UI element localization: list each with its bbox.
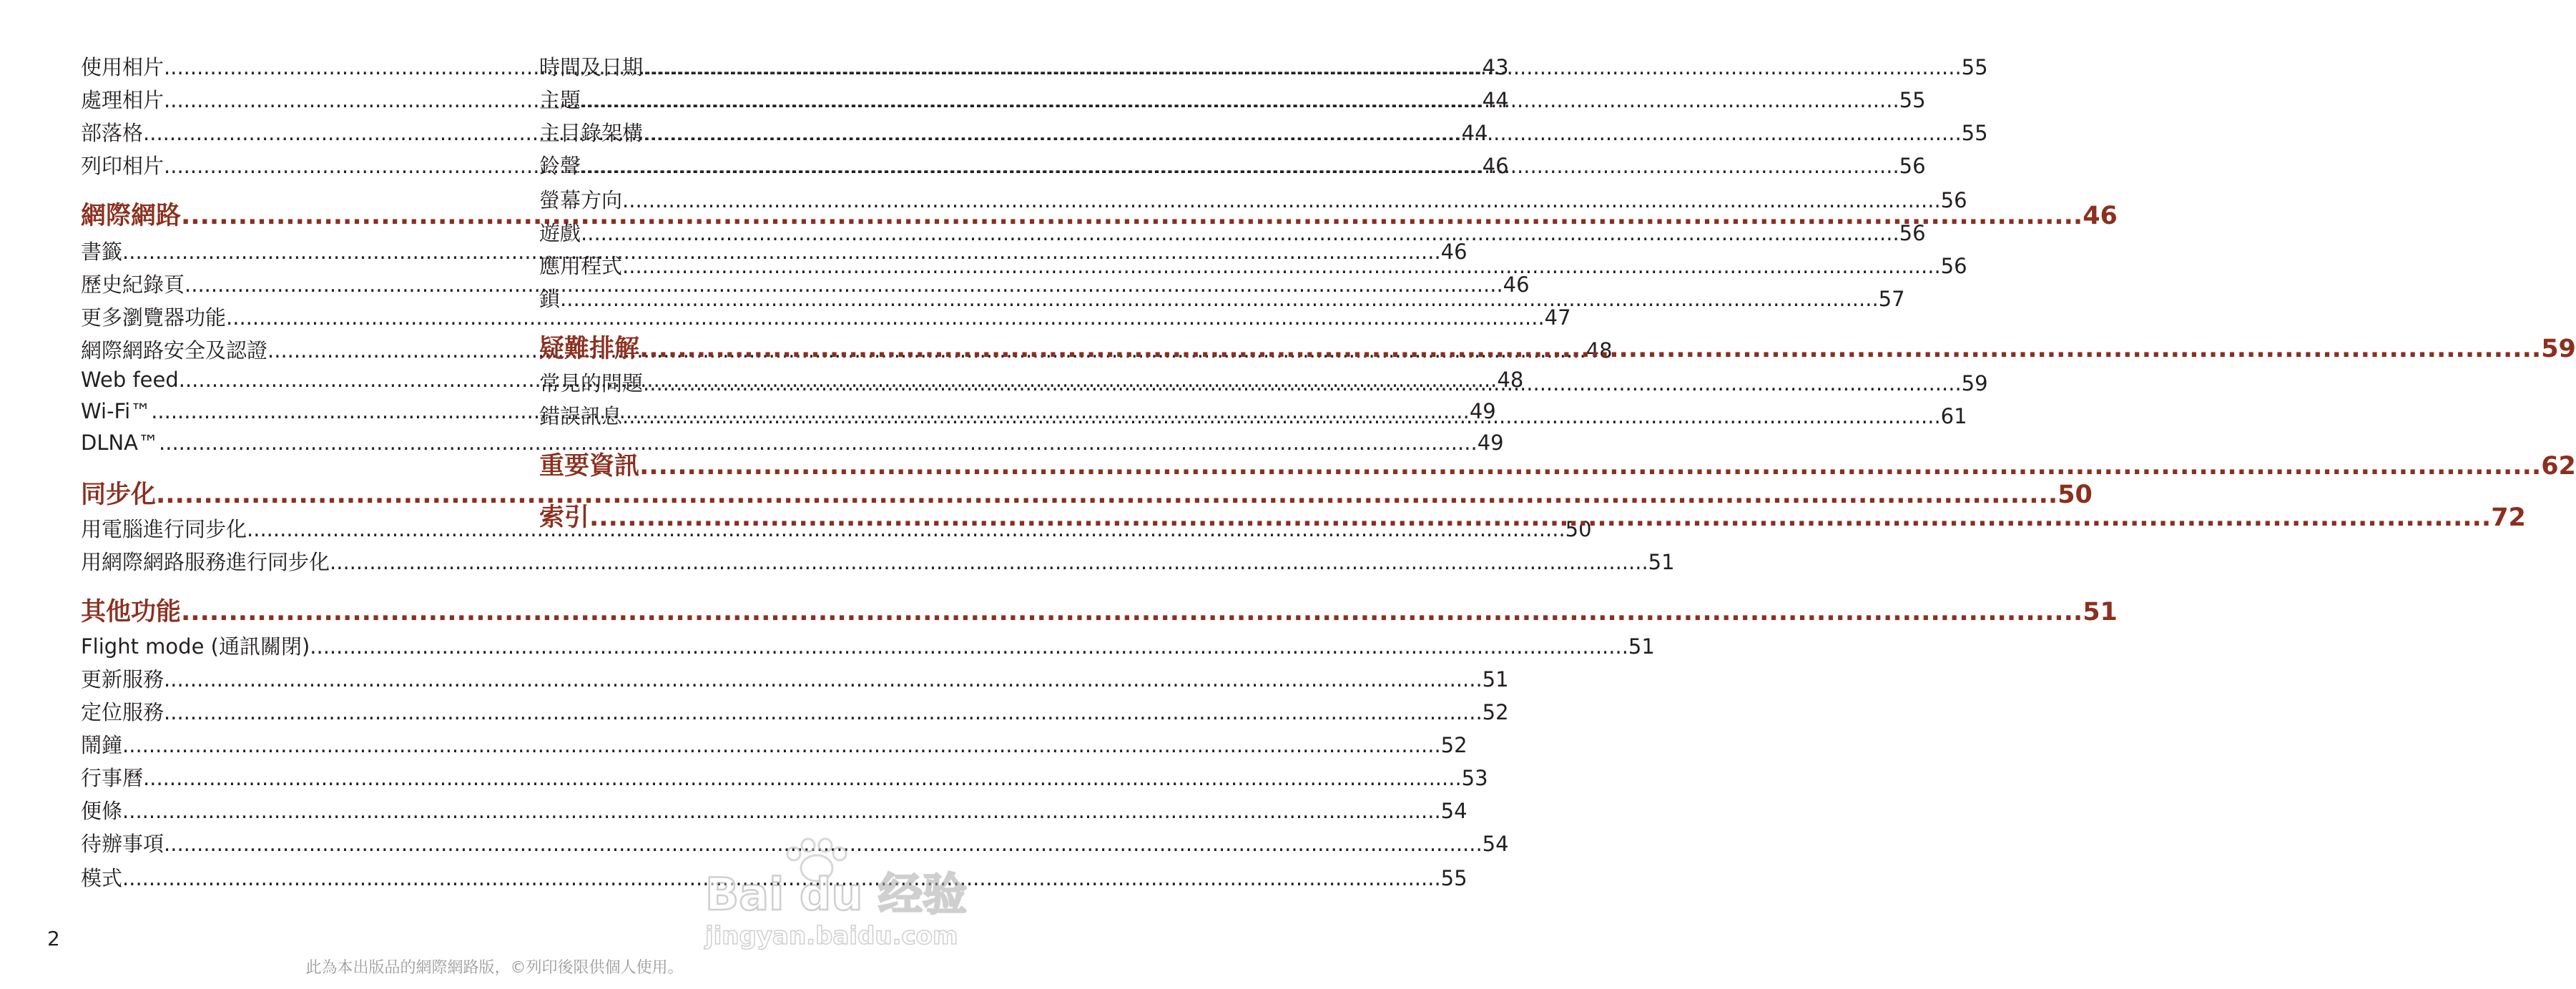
toc-entry — [539, 217, 1926, 246]
toc-entry-page: 44 — [1461, 121, 1488, 145]
dot-leader — [164, 700, 1483, 724]
toc-entry-page: 46 — [2083, 202, 2118, 230]
toc-entry — [81, 795, 1468, 824]
dot-leader — [330, 550, 1648, 574]
watermark-url-text: jingyan.baidu.com — [705, 922, 958, 950]
toc-entry-page: 54 — [1482, 832, 1509, 856]
dot-leader — [143, 766, 1462, 790]
toc-entry-page: 55 — [1899, 88, 1926, 112]
toc-entry-page: 56 — [1940, 188, 1967, 212]
toc-entry-page: 57 — [1878, 287, 1905, 311]
toc-entry-title: 重要資訊 — [539, 452, 640, 481]
toc-entry-title: 索引 — [539, 503, 590, 532]
toc-section-entry — [81, 592, 2118, 626]
toc-entry-title: 更新服務 — [81, 667, 164, 692]
toc-entry-title: 同步化 — [81, 481, 157, 509]
toc-entry-title: 主題 — [539, 88, 581, 112]
toc-entry-page: 52 — [1440, 733, 1468, 757]
toc-entry-title: 部落格 — [81, 121, 144, 145]
toc-entry-page: 72 — [2491, 503, 2526, 532]
toc-entry-title: 待辦事項 — [81, 832, 164, 856]
toc-entry-page: 49 — [1469, 399, 1496, 423]
dot-leader — [643, 121, 1962, 145]
toc-entry — [81, 631, 1655, 659]
dot-leader — [589, 503, 2491, 532]
toc-entry-page: 50 — [2058, 481, 2093, 509]
toc-entry-title: 更多瀏覽器功能 — [81, 305, 227, 330]
dot-leader — [622, 254, 1941, 278]
toc-entry-title: 處理相片 — [81, 88, 164, 112]
toc-entry-title: Flight mode (通訊關閉) — [81, 634, 310, 659]
toc-entry-page: 48 — [1586, 338, 1613, 363]
toc-entry — [81, 862, 1468, 891]
toc-entry-page: 48 — [1497, 368, 1524, 392]
toc-entry-title: 用網際網路服務進行同步化 — [81, 550, 330, 574]
dot-leader — [164, 667, 1483, 692]
toc-entry — [81, 828, 1509, 857]
dot-leader — [643, 371, 1962, 395]
toc-entry-title: 鎖 — [539, 287, 561, 311]
toc-entry-title: 時間及日期 — [539, 55, 644, 79]
toc-entry-title: 用電腦進行同步化 — [81, 517, 247, 541]
toc-entry-page: 55 — [1961, 55, 1988, 79]
dot-leader — [622, 404, 1941, 428]
toc-entry-page: 55 — [1961, 121, 1988, 145]
toc-entry-title: 鬧鐘 — [81, 733, 123, 757]
footer-note: 此為本出版品的網際網路版，©列印後限供個人使用。 — [305, 959, 684, 977]
toc-entry-title: 其他功能 — [81, 598, 182, 626]
toc-entry-page: 62 — [2541, 452, 2576, 481]
toc-entry-page: 43 — [1482, 55, 1509, 79]
baidu-watermark-logo — [702, 838, 968, 953]
dot-leader — [639, 335, 2541, 363]
toc-entry-title: 書籤 — [81, 240, 123, 264]
toc-entry-title: 疑難排解 — [539, 335, 640, 363]
toc-entry-title: 使用相片 — [81, 55, 164, 79]
toc-entry-page: 55 — [1440, 866, 1468, 890]
toc-entry — [81, 664, 1509, 692]
toc-entry-title: 定位服務 — [81, 700, 164, 724]
toc-entry-page: 53 — [1461, 766, 1488, 790]
toc-entry-title: DLNA™ — [81, 430, 159, 455]
dot-leader — [122, 799, 1441, 823]
toc-entry-title: 網際網路安全及認證 — [81, 338, 268, 363]
toc-entry-title: 應用程式 — [539, 254, 623, 278]
toc-entry — [81, 430, 1504, 459]
toc-entry-title: 模式 — [81, 866, 123, 890]
toc-entry-title: 鈴聲 — [539, 154, 581, 178]
dot-leader — [643, 55, 1962, 79]
toc-entry-page: 47 — [1544, 305, 1571, 330]
toc-entry-title: 遊戲 — [539, 221, 581, 245]
dot-leader — [581, 88, 1899, 112]
toc-entry — [81, 269, 1530, 297]
toc-entry-title: 錯誤訊息 — [539, 404, 623, 428]
toc-entry-page: 51 — [1648, 550, 1675, 574]
toc-entry-page: 51 — [1482, 667, 1509, 692]
toc-entry — [81, 546, 1675, 575]
dot-leader — [122, 733, 1441, 757]
page-number: 2 — [47, 927, 60, 950]
toc-entry-title: 行事曆 — [81, 766, 144, 790]
toc-entry-title: 常見的問題 — [539, 371, 644, 395]
toc-entry — [539, 184, 1967, 213]
toc-entry — [81, 729, 1468, 758]
toc-entry-title: Wi-Fi™ — [81, 399, 152, 423]
toc-entry-page: 59 — [2541, 335, 2576, 363]
dot-leader — [181, 598, 2083, 626]
toc-entry-title: 列印相片 — [81, 154, 164, 178]
toc-entry-page: 54 — [1440, 799, 1468, 823]
toc-entry-title: 主目錄架構 — [539, 121, 644, 145]
dot-leader — [560, 287, 1879, 311]
toc-entry-title: 歷史紀錄頁 — [81, 272, 185, 297]
toc-entry-page: 56 — [1940, 254, 1967, 278]
toc-entry-title: Web feed — [81, 368, 179, 392]
toc-entry-title: 螢幕方向 — [539, 188, 623, 212]
dot-leader — [622, 188, 1941, 212]
toc-entry-page: 49 — [1477, 430, 1504, 455]
toc-section-entry — [81, 475, 2093, 509]
toc-entry-page: 59 — [1961, 371, 1988, 395]
dot-leader — [639, 452, 2541, 481]
toc-entry-page: 44 — [1482, 88, 1509, 112]
toc-entry-page: 56 — [1899, 154, 1926, 178]
toc-entry-page: 56 — [1899, 221, 1926, 245]
watermark-brand-text: Bai du 经验 — [705, 868, 968, 920]
toc-entry-page: 52 — [1482, 700, 1509, 724]
toc-entry — [81, 236, 1468, 265]
toc-entry-page: 46 — [1482, 154, 1509, 178]
toc-entry-title: 網際網路 — [81, 202, 182, 230]
toc-entry — [81, 697, 1509, 725]
toc-entry-page: 46 — [1503, 272, 1530, 297]
toc-entry-title: 便條 — [81, 799, 123, 823]
dot-leader — [581, 154, 1899, 178]
toc-entry-page: 51 — [2083, 598, 2118, 626]
dot-leader — [310, 634, 1628, 659]
toc-section-entry — [539, 446, 2576, 481]
toc-entry-page: 61 — [1940, 404, 1967, 428]
toc-entry-page: 50 — [1565, 517, 1592, 541]
toc-entry-page: 51 — [1628, 634, 1655, 659]
toc-entry — [81, 762, 1488, 791]
dot-leader — [581, 221, 1899, 245]
toc-entry — [81, 302, 1571, 330]
toc-entry-page: 46 — [1440, 240, 1468, 264]
